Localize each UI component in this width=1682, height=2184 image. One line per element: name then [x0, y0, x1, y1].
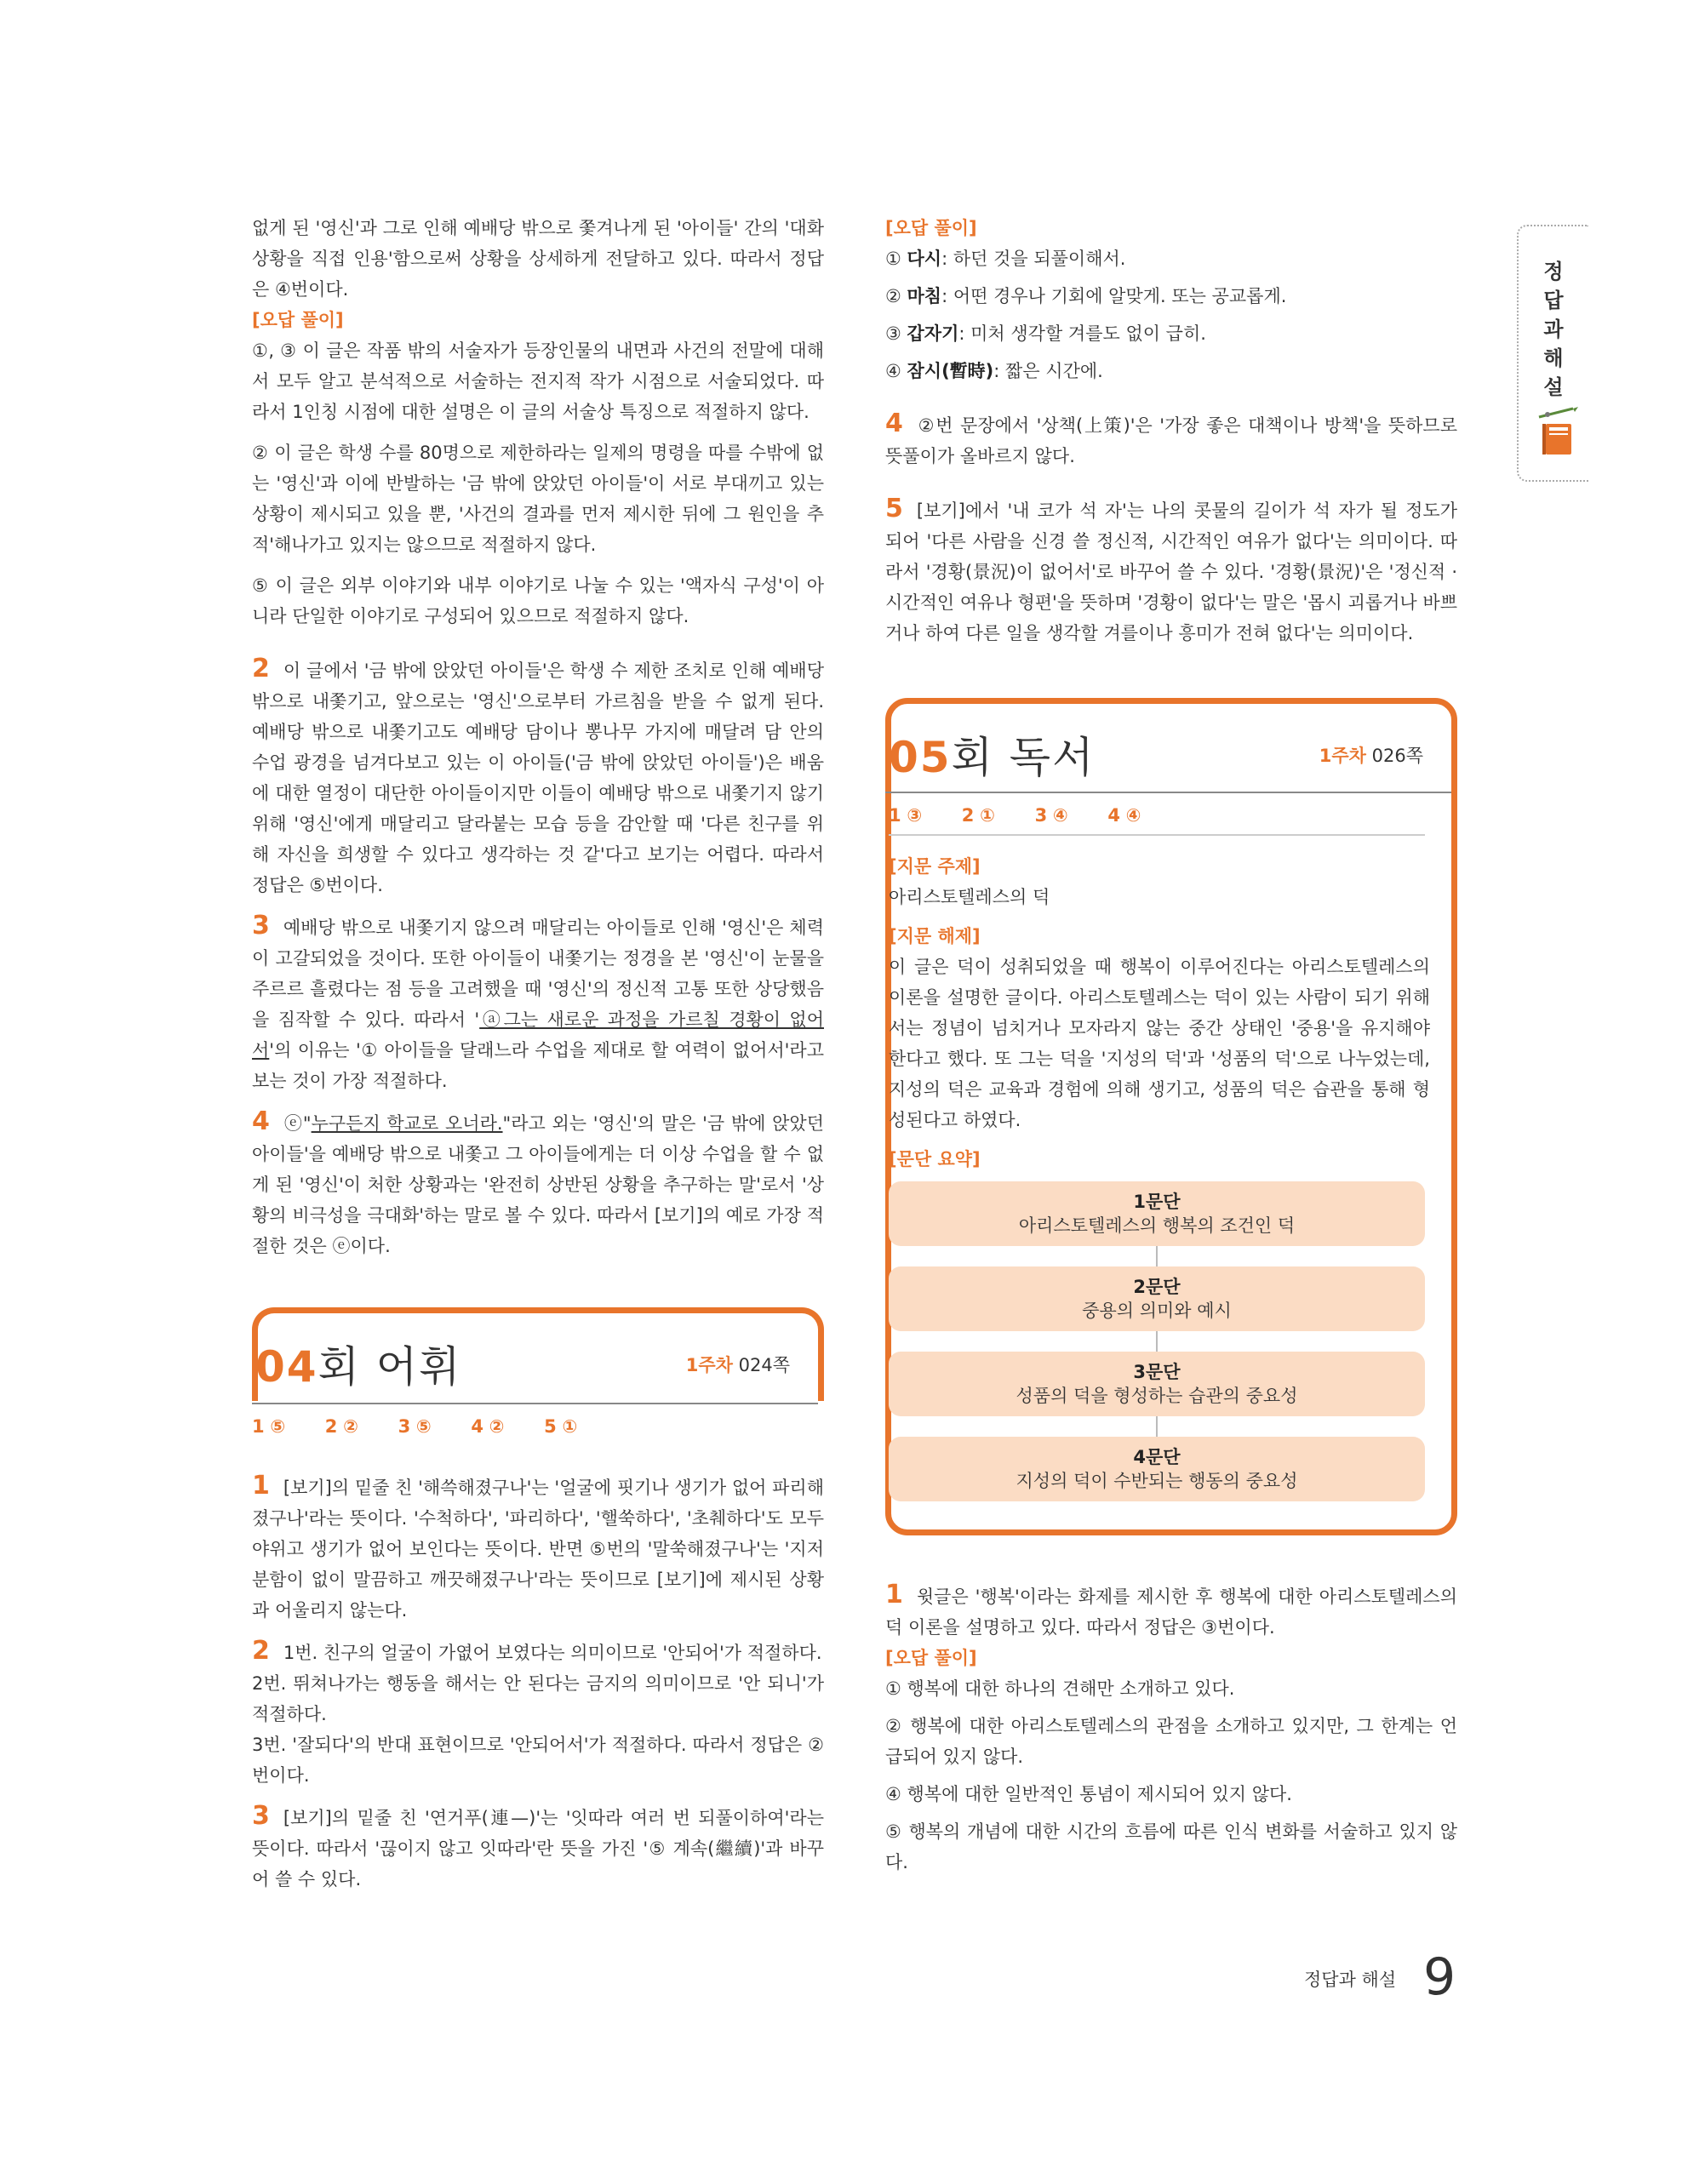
odap-5: ⑤ 이 글은 외부 이야기와 내부 이야기로 나눌 수 있는 '액자식 구성'이 아니라 단일한 이야기로 구성되어 있으므로 적절하지 않다.	[252, 575, 824, 626]
section-title	[255, 1333, 461, 1394]
week-label: 1주차	[685, 1355, 733, 1375]
week-label: 1주차	[1319, 746, 1366, 766]
connector	[1156, 1331, 1158, 1352]
word: 잠시(暫時)	[907, 361, 994, 381]
week-page: 024쪽	[738, 1355, 790, 1375]
vocab-question-2b: 2번. 뛰쳐나가는 행동을 해서는 안 된다는 금지의 의미이므로 '안 되니'가 적절하다.	[252, 1673, 824, 1724]
odap-label-2: [오답 풀이]	[885, 1648, 977, 1668]
section-week	[686, 1352, 790, 1377]
question-text: 예배당 밖으로 내쫓기지 않으려 매달리는 아이들로 인해 '영신'은 체력이 고갈되었을 것이다. 또한 아이들이 내쫓기는 정경을 본 '영신'이 눈물을 주르르 흘렸다는 점 등을 고려했을 때 '영신'의 정신적 고통 또한 상당했음을 짐작할 수 있다. 따라서 '	[252, 918, 824, 1030]
answer-key-04	[252, 1411, 824, 1442]
answer-item: 3 ⑤	[398, 1416, 432, 1437]
right-column	[885, 213, 1457, 1878]
definition: : 짧은 시간에.	[993, 361, 1103, 381]
underlined-text: ⓐ그는 새로운 과정을 가르칠 경황이 없어서	[252, 1009, 824, 1061]
answer-item: 1 ⑤	[252, 1416, 286, 1437]
question-text: '의 이유는 '① 아이들을 달래느라 수업을 제대로 할 여력이 없어서'라고 보는 것이 가장 적절하다.	[252, 1040, 824, 1091]
odap-option-5: ⑤ 행복의 개념에 대한 시간의 흐름에 따른 인식 변화를 서술하고 있지 않다.	[885, 1821, 1457, 1872]
definition: : 어떤 경우나 기회에 알맞게. 또는 공교롭게.	[941, 286, 1287, 306]
question-4	[252, 1106, 824, 1261]
explain-text: 이 글은 덕이 성취되었을 때 행복이 이루어진다는 아리스토텔레스의 이론을 설명한 글이다. 아리스토텔레스는 덕이 있는 사람이 되기 위해서는 정념이 넘치거나 모자라지 않는 중간 상태인 '중용'을 유지해야 한다고 했다. 또 그는 덕을 '지성의 덕'과 '성품의 덕'으로 나누었는데, 지성의 덕은 교육과 경험에 의해 생기고, 성품의 덕은 습관을 통해 형성된다고 하였다.	[889, 957, 1430, 1130]
question-4	[885, 409, 1457, 472]
question-text: "라고 외는 '영신'의 말은 '금 밖에 앉았던 아이들'을 예배당 밖으로 내쫓고 그 아이들에게는 더 이상 수업을 할 수 없게 된 '영신'이 처한 상황과는 '완전히 상반된 상황을 추구하는 말'로서 '상황의 비극성을 극대화'하는 말로 볼 수 있다. 따라서 [보기]의 예로 가장 적절한 것은 ⓔ이다.	[252, 1113, 824, 1256]
odap-label: [오답 풀이]	[885, 218, 977, 238]
answer-key-05	[889, 800, 1430, 831]
question-number: 4	[885, 409, 903, 438]
theme-label: [지문 주제]	[889, 856, 981, 877]
question-number: 1	[885, 1580, 903, 1609]
vocab-question-2c: 3번. '잘되다'의 반대 표현이므로 '안되어서'가 적절하다. 따라서 정답은 ②번이다.	[252, 1735, 824, 1786]
section-number: 04	[255, 1342, 318, 1392]
definition-1: ① 다시: 하던 것을 되풀이해서.	[885, 249, 1126, 269]
answer-item: 4 ②	[471, 1416, 505, 1437]
question-text: ⓔ"	[283, 1113, 312, 1134]
question-text: ②번 문장에서 '상책(上策)'은 '가장 좋은 대책이나 방책'을 뜻하므로 뜻풀이가 올바르지 않다.	[885, 415, 1457, 466]
question-text: 1번. 친구의 얼굴이 가엾어 보였다는 의미이므로 '안되어'가 적절하다.	[283, 1643, 822, 1663]
definition-3: ③ 갑자기: 미처 생각할 겨를도 없이 급히.	[885, 323, 1206, 344]
paragraph-summary-4: 4문단 지성의 덕이 수반되는 행동의 중요성	[889, 1437, 1425, 1501]
divider	[889, 834, 1425, 836]
answer-item: 2 ②	[324, 1416, 358, 1437]
definition-4: ④ 잠시(暫時): 짧은 시간에.	[885, 361, 1103, 381]
side-tab-label: 정 답 과 해 설	[1543, 260, 1564, 399]
odap-option-4: ④ 행복에 대한 일반적인 통념이 제시되어 있지 않다.	[885, 1784, 1292, 1804]
question-text: [보기]의 밑줄 친 '해쓱해졌구나'는 '얼굴에 핏기나 생기가 없어 파리해졌구나'라는 뜻이다. '수척하다', '파리하다', '핼쑥하다', '초췌하다'도 모두 야위고 생기가 없어 보인다는 뜻이다. 반면 ⑤번의 '말쑥해졌구나'는 '지저분함이 없이 말끔하고 깨끗해졌구나'라는 뜻이므로 [보기]에 제시된 상황과 어울리지 않는다.	[252, 1478, 824, 1621]
odap-option-2: ② 행복에 대한 아리스토텔레스의 관점을 소개하고 있지만, 그 한계는 언급되어 있지 않다.	[885, 1716, 1457, 1767]
divider	[885, 792, 1451, 793]
word: 갑자기	[907, 323, 959, 344]
vocab-question-1	[252, 1471, 824, 1626]
word: 마침	[907, 286, 942, 306]
question-text: 이 글에서 '금 밖에 앉았던 아이들'은 학생 수 제한 조치로 인해 예배당 밖으로 내쫓기고, 앞으로는 '영신'으로부터 가르침을 받을 수 없게 된다. 예배당 밖으로 내쫓기고도 예배당 담이나 뽕나무 가지에 매달려 담 안의 수업 광경을 넘겨다보고 있는 이 아이들('금 밖에 앉았던 아이들')은 배움에 대한 열정이 대단한 아이들이지만 이들이 예배당 밖으로 내쫓기지 않기 위해 '영신'에게 매달리고 달라붙는 모습 등을 감안할 때 '다른 친구를 위해 자신을 희생할 수 있다고 생각하는 것 같'다고 보기는 어렵다. 따라서 정답은 ⑤번이다.	[252, 660, 824, 895]
section-04-header	[252, 1307, 824, 1401]
reading-question-1	[885, 1580, 1457, 1643]
odap-option-1: ① 행복에 대한 하나의 견해만 소개하고 있다.	[885, 1678, 1235, 1699]
section-week	[1319, 742, 1423, 768]
footer-label: 정답과 해설	[1304, 1970, 1397, 1990]
question-number: 1	[252, 1471, 270, 1501]
definition: : 미처 생각할 겨를도 없이 급히.	[958, 323, 1206, 344]
answer-item: 1 ③	[889, 805, 923, 826]
paragraph-summary-2: 2문단 중용의 의미와 예시	[889, 1266, 1425, 1331]
word: 다시	[907, 249, 942, 269]
side-tab	[1517, 225, 1588, 482]
explain-label: [지문 해제]	[889, 926, 981, 946]
question-number: 4	[252, 1106, 270, 1136]
question-number: 2	[252, 654, 270, 683]
definition-2: ② 마침: 어떤 경우나 기회에 알맞게. 또는 공교롭게.	[885, 286, 1287, 306]
section-05-box	[885, 698, 1457, 1535]
paragraph-summary-1: 1문단 아리스토텔레스의 행복의 조건인 덕	[889, 1181, 1425, 1246]
answer-item: 4 ④	[1107, 805, 1141, 826]
divider	[252, 1403, 818, 1404]
section-number: 05	[889, 733, 952, 782]
connector	[1156, 1416, 1158, 1437]
answer-item: 5 ①	[544, 1416, 578, 1437]
question-number: 2	[252, 1636, 270, 1666]
section-title	[889, 698, 1461, 783]
underlined-text: 누구든지 학교로 오너라.	[311, 1113, 503, 1134]
week-page: 026쪽	[1371, 746, 1423, 766]
book-pencil-icon	[1534, 405, 1578, 460]
question-2	[252, 654, 824, 900]
intro-text: 없게 된 '영신'과 그로 인해 예배당 밖으로 쫓겨나게 된 '아이들' 간의 '대화 상황을 직접 인용'함으로써 상황을 상세하게 전달하고 있다. 따라서 정답은 ④번이다.	[252, 218, 824, 300]
left-column	[252, 213, 824, 1895]
question-3	[252, 911, 824, 1096]
question-number: 3	[252, 911, 270, 940]
connector	[1156, 1246, 1158, 1266]
question-number: 3	[252, 1801, 270, 1831]
theme-text: 아리스토텔레스의 덕	[889, 887, 1050, 907]
question-text: [보기]에서 '내 코가 석 자'는 나의 콧물의 길이가 석 자가 될 정도가 되어 '다른 사람을 신경 쓸 정신적, 시간적인 여유가 없다'는 의미이다. 따라서 '경황(景況)이 없어서'로 바꾸어 쓸 수 있다. '경황(景況)'은 '정신적 · 시간적인 여유나 형편'을 뜻하며 '경황이 없다'는 말은 '몹시 괴롭거나 바쁘거나 하여 다른 일을 생각할 겨를이나 흥미가 전혀 없다'는 의미이다.	[885, 500, 1457, 643]
question-5	[885, 494, 1457, 649]
question-number: 5	[885, 494, 903, 523]
question-text: [보기]의 밑줄 친 '연거푸(連—)'는 '잇따라 여러 번 되풀이하여'라는 뜻이다. 따라서 '끊이지 않고 잇따라'란 뜻을 가진 '⑤ 계속(繼續)'과 바꾸어 쓸 수 있다.	[252, 1808, 824, 1890]
section-name: 회 어휘	[318, 1342, 462, 1392]
odap-label: [오답 풀이]	[252, 310, 344, 330]
vocab-question-3	[252, 1801, 824, 1895]
answer-item: 3 ④	[1034, 805, 1068, 826]
summary-label: [문단 요약]	[889, 1149, 981, 1169]
section-name: 회 독서	[951, 733, 1096, 782]
odap-1-3: ①, ③ 이 글은 작품 밖의 서술자가 등장인물의 내면과 사건의 전말에 대해서 모두 알고 분석적으로 서술하는 전지적 작가 시점으로 서술되었다. 따라서 1인칭 시점에 대한 설명은 이 글의 서술상 특징으로 적절하지 않다.	[252, 340, 824, 422]
paragraph-summary-flow	[889, 1181, 1425, 1501]
paragraph-summary-3: 3문단 성품의 덕을 형성하는 습관의 중요성	[889, 1352, 1425, 1416]
vocab-question-2	[252, 1636, 824, 1668]
page-number: 9	[1423, 1947, 1456, 2007]
definition: : 하던 것을 되풀이해서.	[941, 249, 1126, 269]
answer-item: 2 ①	[961, 805, 995, 826]
question-text: 윗글은 '행복'이라는 화제를 제시한 후 행복에 대한 아리스토텔레스의 덕 이론을 설명하고 있다. 따라서 정답은 ③번이다.	[885, 1587, 1457, 1638]
odap-2: ② 이 글은 학생 수를 80명으로 제한하라는 일제의 명령을 따를 수밖에 없는 '영신'과 이에 반발하는 '금 밖에 앉았던 아이들'이 서로 부대끼고 있는 상황이 제시되고 있을 뿐, '사건의 결과를 먼저 제시한 뒤에 그 원인을 추적'해나가고 있지는 않으므로 적절하지 않다.	[252, 443, 824, 555]
